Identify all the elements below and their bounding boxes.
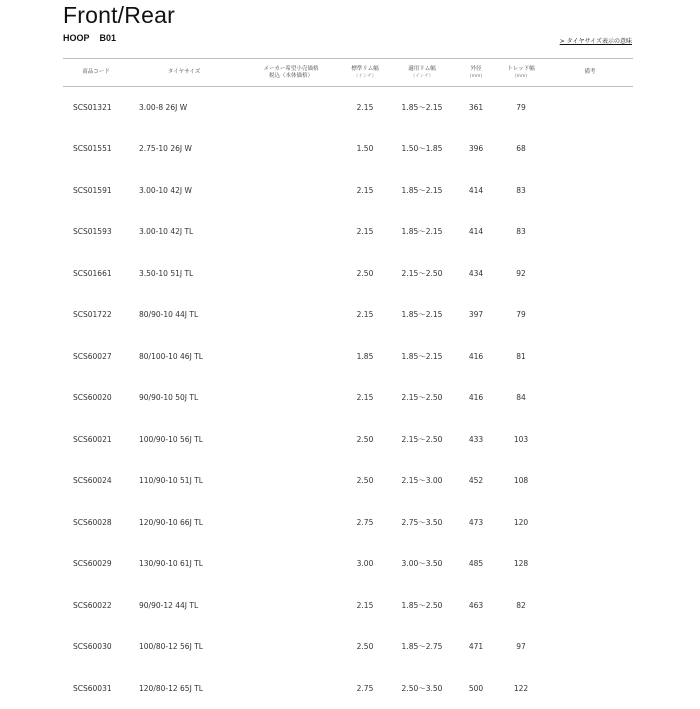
cell-rim-range: 1.85～2.15 [387, 336, 457, 378]
table-row [63, 626, 633, 668]
cell-standard-rim: 1.85 [343, 336, 387, 378]
cell-note [547, 87, 633, 129]
cell-price [239, 419, 343, 461]
table-body [63, 87, 633, 709]
cell-tread-width: 83 [495, 211, 547, 253]
cell-tread-width: 108 [495, 460, 547, 502]
cell-outer-diameter: 414 [457, 211, 495, 253]
table-row [63, 460, 633, 502]
cell-outer-diameter: 471 [457, 626, 495, 668]
cell-tire-size: 120/90-10 66J TL [129, 502, 239, 544]
cell-tread-width: 82 [495, 585, 547, 627]
cell-note [547, 585, 633, 627]
cell-rim-range: 1.85～2.15 [387, 87, 457, 129]
cell-tread-width: 79 [495, 87, 547, 129]
table-row [63, 211, 633, 253]
cell-rim-range: 2.75～3.50 [387, 502, 457, 544]
table-row [63, 668, 633, 709]
table-row [63, 419, 633, 461]
cell-standard-rim: 2.75 [343, 502, 387, 544]
cell-tire-size: 3.00-10 42J TL [129, 211, 239, 253]
cell-outer-diameter: 452 [457, 460, 495, 502]
cell-outer-diameter: 473 [457, 502, 495, 544]
cell-tire-size: 2.75-10 26J W [129, 128, 239, 170]
cell-tire-size: 100/90-10 56J TL [129, 419, 239, 461]
cell-outer-diameter: 463 [457, 585, 495, 627]
cell-product-code: SCS60020 [63, 377, 129, 419]
header-code: 商品コード [63, 59, 129, 87]
cell-price [239, 336, 343, 378]
cell-tire-size: 130/90-10 61J TL [129, 543, 239, 585]
cell-product-code: SCS01591 [63, 170, 129, 212]
cell-outer-diameter: 433 [457, 419, 495, 461]
brand-name: HOOP [63, 33, 90, 43]
cell-outer-diameter: 434 [457, 253, 495, 295]
cell-tire-size: 3.00-8 26J W [129, 87, 239, 129]
cell-price [239, 377, 343, 419]
cell-rim-range: 2.50～3.50 [387, 668, 457, 709]
cell-price [239, 668, 343, 709]
table-row [63, 585, 633, 627]
cell-note [547, 170, 633, 212]
header-price: メーカー希望小売価格 税込（本体価格） [239, 59, 343, 87]
cell-note [547, 294, 633, 336]
cell-standard-rim: 2.75 [343, 668, 387, 709]
table-row [63, 336, 633, 378]
cell-product-code: SCS60030 [63, 626, 129, 668]
cell-product-code: SCS01722 [63, 294, 129, 336]
cell-product-code: SCS01593 [63, 211, 129, 253]
cell-rim-range: 2.15～3.00 [387, 460, 457, 502]
header-note: 備考 [547, 59, 633, 87]
cell-rim-range: 1.85～2.15 [387, 211, 457, 253]
cell-rim-range: 1.50～1.85 [387, 128, 457, 170]
cell-outer-diameter: 414 [457, 170, 495, 212]
cell-standard-rim: 2.15 [343, 170, 387, 212]
cell-price [239, 87, 343, 129]
cell-tire-size: 90/90-12 44J TL [129, 585, 239, 627]
cell-tire-size: 100/80-12 56J TL [129, 626, 239, 668]
cell-product-code: SCS01551 [63, 128, 129, 170]
header-tread: トレッド幅 (mm) [495, 59, 547, 87]
cell-outer-diameter: 500 [457, 668, 495, 709]
table-header-row [63, 59, 633, 87]
cell-price [239, 460, 343, 502]
cell-price [239, 502, 343, 544]
cell-standard-rim: 2.50 [343, 419, 387, 461]
table-row [63, 502, 633, 544]
cell-outer-diameter: 416 [457, 336, 495, 378]
cell-tire-size: 110/90-10 51J TL [129, 460, 239, 502]
cell-price [239, 626, 343, 668]
cell-tread-width: 97 [495, 626, 547, 668]
tire-spec-table [63, 58, 633, 709]
cell-standard-rim: 1.50 [343, 128, 387, 170]
table-row [63, 253, 633, 295]
cell-product-code: SCS60024 [63, 460, 129, 502]
cell-rim-range: 2.15～2.50 [387, 377, 457, 419]
cell-tire-size: 90/90-10 50J TL [129, 377, 239, 419]
cell-price [239, 170, 343, 212]
tire-spec-table-wrap [63, 58, 633, 709]
cell-standard-rim: 2.15 [343, 87, 387, 129]
cell-tread-width: 84 [495, 377, 547, 419]
cell-rim-range: 2.15～2.50 [387, 419, 457, 461]
cell-rim-range: 3.00～3.50 [387, 543, 457, 585]
cell-product-code: SCS60021 [63, 419, 129, 461]
cell-price [239, 585, 343, 627]
cell-standard-rim: 2.15 [343, 294, 387, 336]
cell-rim-range: 2.15～2.50 [387, 253, 457, 295]
page-title: Front/Rear [63, 2, 175, 29]
cell-standard-rim: 2.50 [343, 626, 387, 668]
cell-note [547, 336, 633, 378]
cell-tread-width: 79 [495, 294, 547, 336]
cell-rim-range: 1.85～2.50 [387, 585, 457, 627]
table-row [63, 128, 633, 170]
cell-tread-width: 128 [495, 543, 547, 585]
header-od: 外径 (mm) [457, 59, 495, 87]
cell-note [547, 253, 633, 295]
cell-tread-width: 122 [495, 668, 547, 709]
cell-outer-diameter: 396 [457, 128, 495, 170]
cell-standard-rim: 2.50 [343, 460, 387, 502]
table-row [63, 87, 633, 129]
cell-rim-range: 1.85～2.15 [387, 294, 457, 336]
cell-tire-size: 80/90-10 44J TL [129, 294, 239, 336]
cell-tire-size: 120/80-12 65J TL [129, 668, 239, 709]
header-rim: 標準リム幅 （インチ） [343, 59, 387, 87]
product-line [63, 33, 116, 43]
cell-outer-diameter: 361 [457, 87, 495, 129]
table-row [63, 377, 633, 419]
cell-product-code: SCS60031 [63, 668, 129, 709]
cell-note [547, 211, 633, 253]
cell-product-code: SCS60029 [63, 543, 129, 585]
cell-tread-width: 120 [495, 502, 547, 544]
cell-rim-range: 1.85～2.75 [387, 626, 457, 668]
cell-price [239, 211, 343, 253]
cell-tire-size: 80/100-10 46J TL [129, 336, 239, 378]
header-range: 適用リム幅 （インチ） [387, 59, 457, 87]
cell-price [239, 543, 343, 585]
cell-product-code: SCS01661 [63, 253, 129, 295]
cell-price [239, 128, 343, 170]
cell-tread-width: 83 [495, 170, 547, 212]
header-size: タイヤサイズ [129, 59, 239, 87]
cell-product-code: SCS60028 [63, 502, 129, 544]
table-row [63, 294, 633, 336]
cell-tread-width: 92 [495, 253, 547, 295]
model-name: B01 [100, 33, 117, 43]
cell-note [547, 377, 633, 419]
cell-note [547, 128, 633, 170]
cell-note [547, 502, 633, 544]
cell-note [547, 626, 633, 668]
cell-outer-diameter: 485 [457, 543, 495, 585]
cell-tire-size: 3.50-10 51J TL [129, 253, 239, 295]
cell-price [239, 294, 343, 336]
cell-product-code: SCS60022 [63, 585, 129, 627]
cell-tread-width: 103 [495, 419, 547, 461]
cell-tread-width: 81 [495, 336, 547, 378]
tire-size-explanation-link[interactable]: > タイヤサイズ表示の意味 [560, 36, 632, 45]
cell-standard-rim: 2.15 [343, 211, 387, 253]
cell-standard-rim: 2.50 [343, 253, 387, 295]
cell-note [547, 460, 633, 502]
cell-note [547, 543, 633, 585]
cell-standard-rim: 3.00 [343, 543, 387, 585]
cell-note [547, 668, 633, 709]
cell-outer-diameter: 397 [457, 294, 495, 336]
cell-standard-rim: 2.15 [343, 585, 387, 627]
cell-product-code: SCS60027 [63, 336, 129, 378]
table-row [63, 543, 633, 585]
table-row [63, 170, 633, 212]
cell-product-code: SCS01321 [63, 87, 129, 129]
cell-tread-width: 68 [495, 128, 547, 170]
cell-tire-size: 3.00-10 42J W [129, 170, 239, 212]
cell-rim-range: 1.85～2.15 [387, 170, 457, 212]
cell-standard-rim: 2.15 [343, 377, 387, 419]
cell-outer-diameter: 416 [457, 377, 495, 419]
cell-note [547, 419, 633, 461]
cell-price [239, 253, 343, 295]
